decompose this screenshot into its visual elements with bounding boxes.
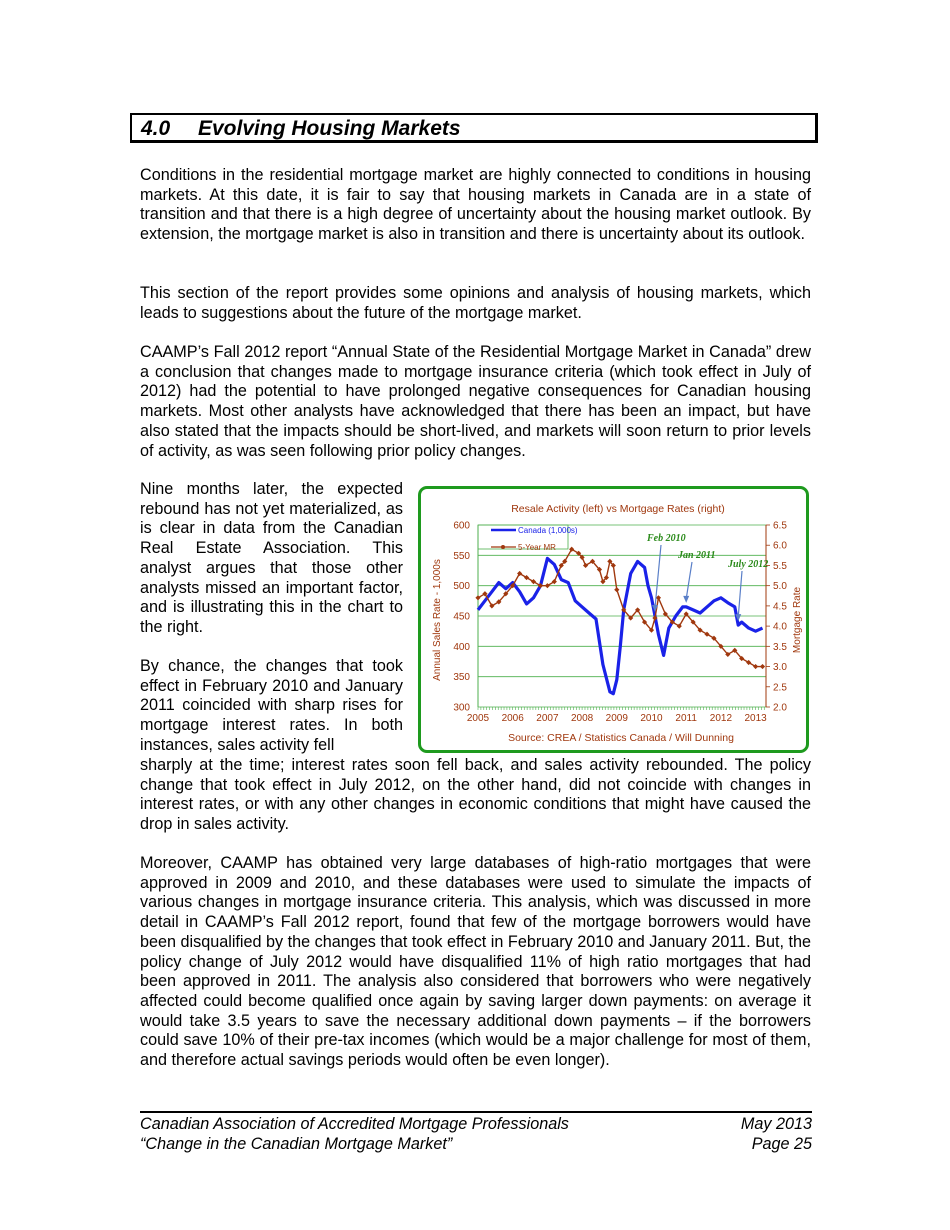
- y2-tick-label: 3.5: [773, 641, 787, 653]
- y2-tick-label: 4.0: [773, 621, 787, 633]
- y-tick-label: 350: [453, 672, 470, 684]
- section-title: Evolving Housing Markets: [198, 117, 461, 140]
- section-number: 4.0: [141, 117, 171, 140]
- x-tick-label: 2013: [744, 713, 767, 724]
- rate-point: [760, 664, 765, 669]
- chart-frame: [418, 486, 809, 753]
- y2-tick-label: 6.5: [773, 520, 787, 532]
- footer-page-number: Page 25: [751, 1135, 812, 1153]
- paragraph-5-start: By chance, the changes that took effect in February 2010 and January 2011 coincided with sharp rises for mortgage interest rates. In both instances, sales activity fell: [140, 657, 403, 754]
- x-tick-label: 2010: [640, 713, 663, 724]
- resale-vs-rates-chart: [421, 489, 806, 750]
- legend-label-rate: 5-Year MR: [518, 543, 556, 552]
- x-tick-label: 2011: [675, 713, 697, 724]
- x-tick-label: 2009: [605, 713, 628, 724]
- y2-tick-label: 2.5: [773, 682, 787, 694]
- y-tick-label: 550: [453, 550, 470, 562]
- x-tick-label: 2008: [570, 713, 594, 724]
- x-tick-label: 2012: [709, 713, 733, 724]
- y2-tick-label: 5.0: [773, 581, 787, 593]
- chart-source: Source: CREA / Statistics Canada / Will Dunning: [508, 732, 734, 744]
- x-tick-label: 2006: [501, 713, 524, 724]
- x-tick-label: 2007: [536, 713, 559, 724]
- chart-title: Resale Activity (left) vs Mortgage Rates (right): [511, 503, 725, 515]
- y-tick-label: 600: [453, 520, 470, 532]
- x-tick-label: 2005: [466, 713, 490, 724]
- y-tick-label: 300: [453, 702, 470, 714]
- y-tick-label: 500: [453, 581, 470, 593]
- y2-tick-label: 4.5: [773, 601, 787, 613]
- paragraph-4: Nine months later, the expected rebound has not yet materialized, as is clear in data from the Canadian Real Estate Association. This analyst argues that those other analysts missed an important factor, and is illustrating this in the chart to the right.: [140, 480, 403, 636]
- y-tick-label: 400: [453, 641, 470, 653]
- footer-organization: Canadian Association of Accredited Mortgage Professionals: [140, 1115, 569, 1133]
- sales-series-line: [478, 558, 763, 693]
- paragraph-6: Moreover, CAAMP has obtained very large databases of high-ratio mortgages that were approved in 2009 and 2010, and these databases were used to simulate the impacts of various changes in mortgage insurance criteria. This analysis, which was discussed in more detail in CAAMP’s Fall 2012 report, found that few of the mortgage borrowers would have been disqualified by the changes that took effect in February 2010 and January 2011. But, the policy change of July 2012 would have disqualified 11% of high ratio mortgages that had been approved in 2011. The analysis also considered that borrowers who were negatively affected could become qualified once again by saving larger down payments: on average it would take 3.5 years to save the necessary additional down payments – if the borrowers could save 10% of their pre-tax incomes (which would be a major challenge for most of them, and therefore actual savings periods would often be even longer).: [140, 854, 811, 1070]
- y2-tick-label: 6.0: [773, 540, 787, 552]
- footer-date: May 2013: [740, 1115, 812, 1133]
- paragraph-5-end: sharply at the time; interest rates soon fell back, and sales activity rebounded. The policy change that took effect in July 2012, on the other hand, did not coincide with changes in interest rates, or with any other changes in economic conditions that might have caused the drop in sales activity.: [140, 756, 811, 834]
- legend-label-canada: Canada (1,000s): [518, 526, 578, 535]
- footer-report-title: “Change in the Canadian Mortgage Market”: [140, 1135, 453, 1153]
- annotation-label: July 2012: [728, 559, 769, 570]
- footer-rule: [140, 1111, 812, 1113]
- annotation-arrow: [738, 571, 742, 617]
- rate-point: [614, 587, 619, 592]
- y2-tick-label: 5.5: [773, 560, 787, 572]
- annotation-label: Jan 2011: [678, 550, 716, 561]
- y-axis-label: Annual Sales Rate - 1,000s: [432, 559, 443, 681]
- chart-legend: [478, 525, 578, 552]
- y2-axis-label: Mortgage Rate: [792, 586, 803, 654]
- paragraph-3: CAAMP’s Fall 2012 report “Annual State of the Residential Mortgage Market in Canada” drew a conclusion that changes made to mortgage insurance criteria (which took effect in July of 2012) had the potential to have prolonged negative consequences for Canadian housing markets. Most other analysts have acknowledged that there has been an impact, but have also stated that the impacts should be short-lived, and markets will soon return to prior levels of activity, as was seen following prior policy changes.: [140, 343, 811, 460]
- annotation-arrow: [686, 562, 692, 599]
- annotation-arrowhead: [683, 596, 689, 603]
- annotation-label: Feb 2010: [647, 533, 686, 544]
- y-tick-label: 450: [453, 611, 470, 623]
- paragraph-2: This section of the report provides some opinions and analysis of housing markets, which leads to suggestions about the future of the mortgage market.: [140, 284, 811, 322]
- section-heading: [130, 113, 818, 143]
- paragraph-1: Conditions in the residential mortgage market are highly connected to conditions in housing markets. At this date, it is fair to say that housing markets in Canada are in a state of transition and that there is a high degree of uncertainty about the housing market outlook. By extension, the mortgage market is also in transition and there is uncertainty about its outlook.: [140, 166, 811, 244]
- y2-tick-label: 2.0: [773, 702, 787, 714]
- y2-tick-label: 3.0: [773, 662, 787, 674]
